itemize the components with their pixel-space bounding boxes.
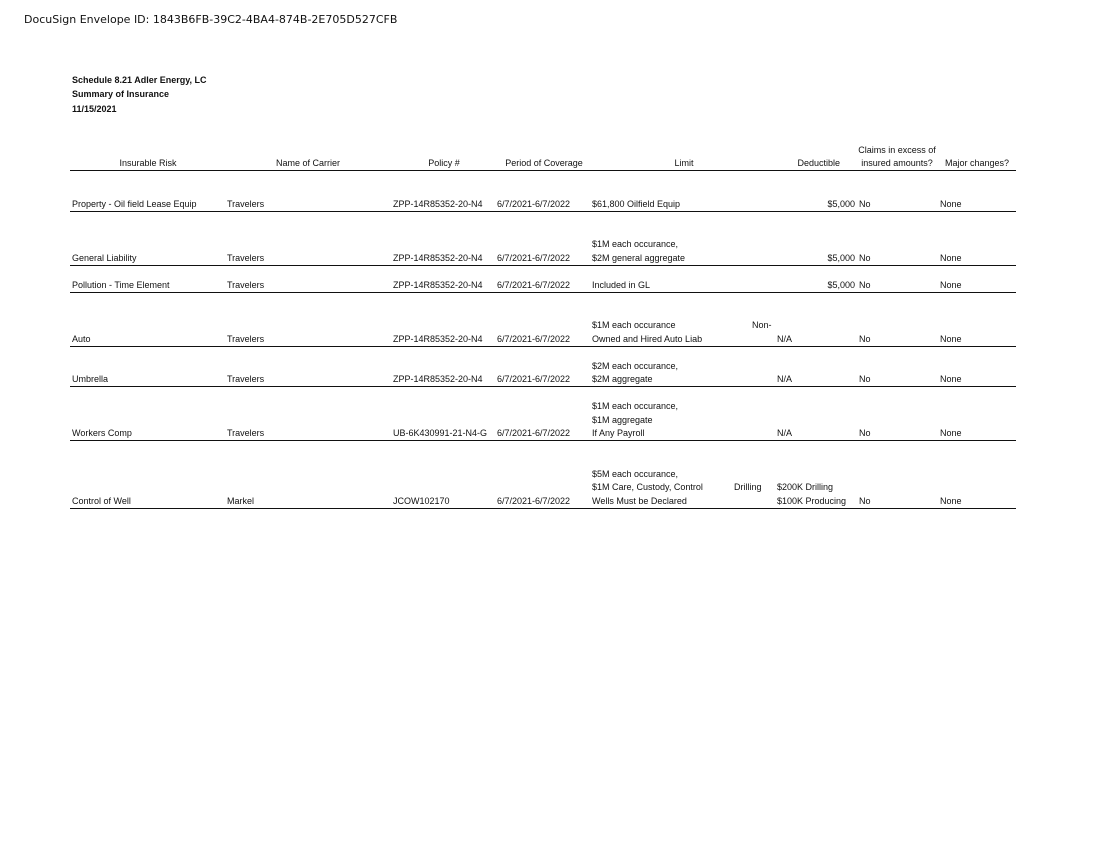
row-period: 6/7/2021-6/7/2022: [497, 199, 571, 209]
row-period: 6/7/2021-6/7/2022: [497, 253, 571, 263]
row-carrier: Travelers: [227, 428, 265, 438]
schedule-title: Schedule 8.21 Adler Energy, LC: [72, 75, 207, 85]
row-limit: $1M each occurance: [592, 320, 676, 330]
row-deductible: N/A: [777, 428, 793, 438]
row-rule: [70, 292, 1016, 293]
row-deductible: $100K Producing: [777, 496, 847, 506]
row-policy: ZPP-14R85352-20-N4: [393, 280, 483, 290]
row-period: 6/7/2021-6/7/2022: [497, 280, 571, 290]
col-header-claims-line1: Claims in excess of: [858, 145, 936, 155]
row-carrier: Travelers: [227, 199, 265, 209]
row-policy: ZPP-14R85352-20-N4: [393, 334, 483, 344]
row-deductible: $5,000: [827, 280, 855, 290]
row-carrier: Markel: [227, 496, 255, 506]
row-limit: Owned and Hired Auto Liab: [592, 334, 703, 344]
row-policy: ZPP-14R85352-20-N4: [393, 253, 483, 263]
document-date: 11/15/2021: [72, 104, 117, 114]
row-limit: $1M each occurance,: [592, 239, 679, 249]
row-limit: $1M aggregate: [592, 415, 653, 425]
row-changes: None: [940, 280, 962, 290]
row-limit: $2M general aggregate: [592, 253, 686, 263]
row-period: 6/7/2021-6/7/2022: [497, 428, 571, 438]
row-carrier: Travelers: [227, 253, 265, 263]
row-changes: None: [940, 374, 962, 384]
row-rule: [70, 508, 1016, 509]
row-claims: No: [859, 334, 871, 344]
row-changes: None: [940, 334, 962, 344]
row-claims: No: [859, 496, 871, 506]
row-risk: Workers Comp: [72, 428, 132, 438]
row-rule: [70, 265, 1016, 266]
row-rule: [70, 211, 1016, 212]
row-policy: JCOW102170: [393, 496, 450, 506]
row-policy: ZPP-14R85352-20-N4: [393, 374, 483, 384]
row-deductible: N/A: [777, 374, 793, 384]
row-period: 6/7/2021-6/7/2022: [497, 496, 571, 506]
row-limit: $5M each occurance,: [592, 469, 679, 479]
col-header-major-changes: Major changes?: [944, 158, 1010, 168]
col-header-policy: Policy #: [428, 158, 460, 168]
row-risk: Umbrella: [72, 374, 109, 384]
col-header-limit: Limit: [674, 158, 694, 168]
row-changes: None: [940, 199, 962, 209]
row-risk: General Liability: [72, 253, 137, 263]
row-limit: $1M Care, Custody, Control: [592, 482, 703, 492]
row-period: 6/7/2021-6/7/2022: [497, 334, 571, 344]
row-risk: Pollution - Time Element: [72, 280, 170, 290]
row-risk: Property - Oil field Lease Equip: [72, 199, 197, 209]
row-claims: No: [859, 374, 871, 384]
row-changes: None: [940, 253, 962, 263]
row-changes: None: [940, 496, 962, 506]
row-risk: Control of Well: [72, 496, 131, 506]
row-claims: No: [859, 199, 871, 209]
row-claims: No: [859, 428, 871, 438]
row-limit: Wells Must be Declared: [592, 496, 687, 506]
row-carrier: Travelers: [227, 280, 265, 290]
row-risk: Auto: [72, 334, 91, 344]
row-policy: ZPP-14R85352-20-N4: [393, 199, 483, 209]
row-limit: $61,800 Oilfield Equip: [592, 199, 681, 209]
col-header-carrier: Name of Carrier: [275, 158, 340, 168]
row-limit-side: Non-: [752, 320, 772, 330]
document-subtitle: Summary of Insurance: [72, 89, 170, 99]
row-deductible: $5,000: [827, 199, 855, 209]
row-changes: None: [940, 428, 962, 438]
envelope-id: DocuSign Envelope ID: 1843B6FB-39C2-4BA4-874B-2E705D527CFB: [24, 13, 398, 26]
row-period: 6/7/2021-6/7/2022: [497, 374, 571, 384]
col-header-deductible: Deductible: [797, 158, 840, 168]
row-rule: [70, 386, 1016, 387]
row-limit: $2M aggregate: [592, 374, 653, 384]
row-limit: If Any Payroll: [592, 428, 645, 438]
row-deductible: $5,000: [827, 253, 855, 263]
row-deductible: N/A: [777, 334, 793, 344]
row-limit: $1M each occurance,: [592, 401, 679, 411]
row-limit-side: Drilling: [734, 482, 762, 492]
row-claims: No: [859, 280, 871, 290]
col-header-insurable-risk: Insurable Risk: [119, 158, 177, 168]
row-carrier: Travelers: [227, 334, 265, 344]
row-rule: [70, 440, 1016, 441]
row-deductible: $200K Drilling: [777, 482, 834, 492]
header-rule: [70, 170, 1016, 171]
row-limit: Included in GL: [592, 280, 651, 290]
row-carrier: Travelers: [227, 374, 265, 384]
row-claims: No: [859, 253, 871, 263]
row-limit: $2M each occurance,: [592, 361, 679, 371]
col-header-claims-line2: insured amounts?: [861, 158, 933, 168]
row-policy: UB-6K430991-21-N4-G: [393, 428, 488, 438]
col-header-period: Period of Coverage: [505, 158, 583, 168]
row-rule: [70, 346, 1016, 347]
